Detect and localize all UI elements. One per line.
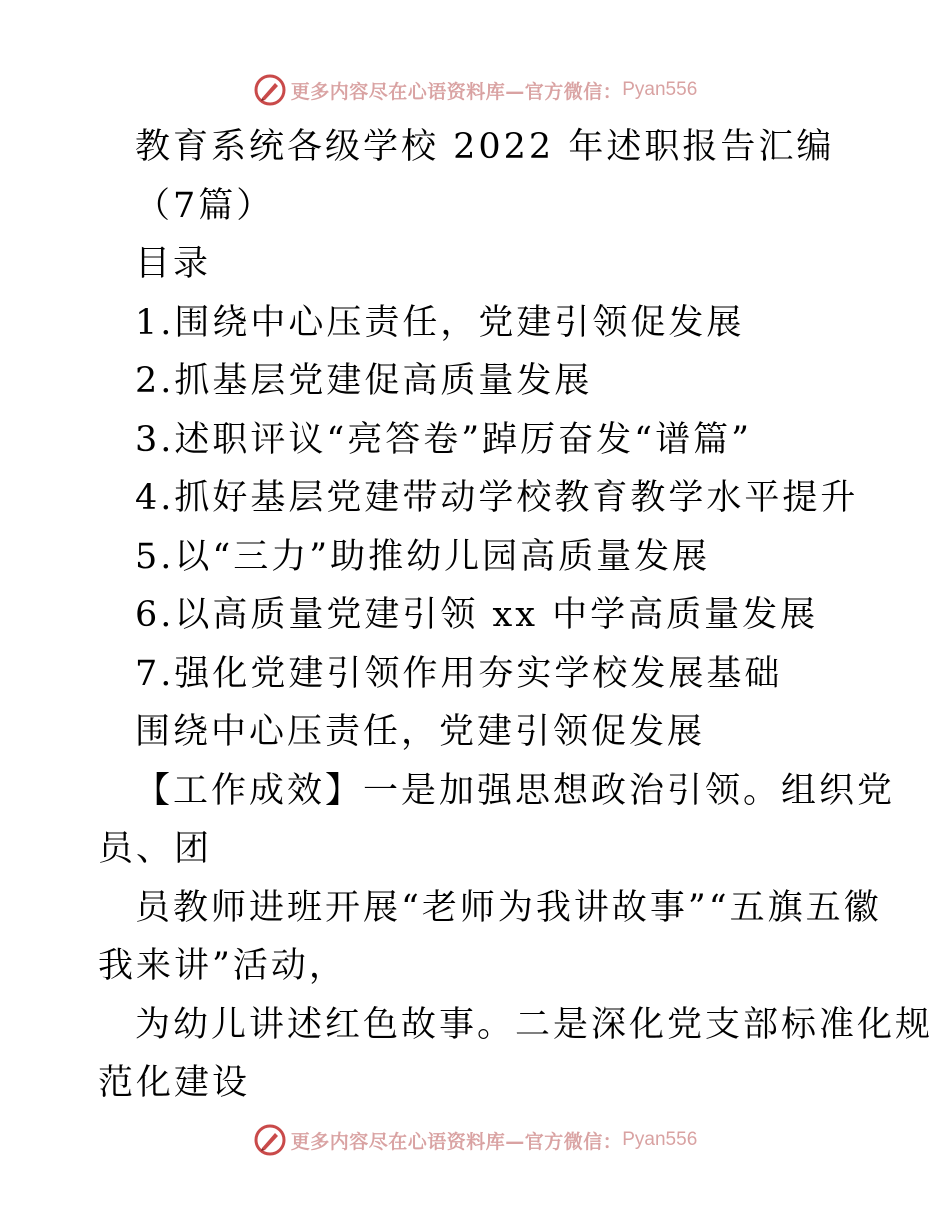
toc-item: 6.以高质量党建引领 xx 中学高质量发展	[135, 595, 819, 635]
toc-item: 1.围绕中心压责任，党建引领促发展	[135, 302, 745, 343]
document-title-count: （7篇）	[135, 185, 275, 226]
watermark-wechat-id: Pyan556	[622, 79, 698, 100]
watermark-text: 更多内容尽在心语资料库—官方微信：	[290, 80, 623, 103]
toc-heading: 目录	[135, 244, 212, 284]
body-line: 员、团	[98, 829, 213, 869]
toc-item: 2.抓基层党建促高质量发展	[135, 361, 593, 401]
document-body	[98, 118, 934, 1113]
footer-watermark	[0, 1120, 950, 1160]
section-title: 围绕中心压责任，党建引领促发展	[135, 712, 706, 752]
header-watermark	[0, 70, 950, 110]
body-line: 为幼儿讲述红色故事。二是深化党支部标准化规	[135, 1004, 934, 1045]
toc-item: 7.强化党建引领作用夯实学校发展基础	[135, 653, 783, 694]
pen-logo-icon	[253, 1123, 287, 1157]
toc-item: 3.述职评议“亮答卷”踔厉奋发“谱篇”	[135, 419, 752, 460]
toc-item: 4.抓好基层党建带动学校教育教学水平提升	[135, 478, 859, 518]
watermark-wechat-id: Pyan556	[622, 1129, 698, 1150]
body-line: 【工作成效】一是加强思想政治引领。组织党	[135, 770, 896, 811]
body-line: 我来讲”活动，	[98, 946, 347, 986]
watermark-text: 更多内容尽在心语资料库—官方微信：	[290, 1130, 623, 1153]
pen-logo-icon	[253, 73, 287, 107]
document-title: 教育系统各级学校 2022 年述职报告汇编	[135, 127, 835, 167]
body-line: 范化建设	[98, 1063, 251, 1103]
body-line: 员教师进班开展“老师为我讲故事”“五旗五徽	[135, 887, 882, 928]
toc-item: 5.以“三力”助推幼儿园高质量发展	[135, 536, 711, 577]
